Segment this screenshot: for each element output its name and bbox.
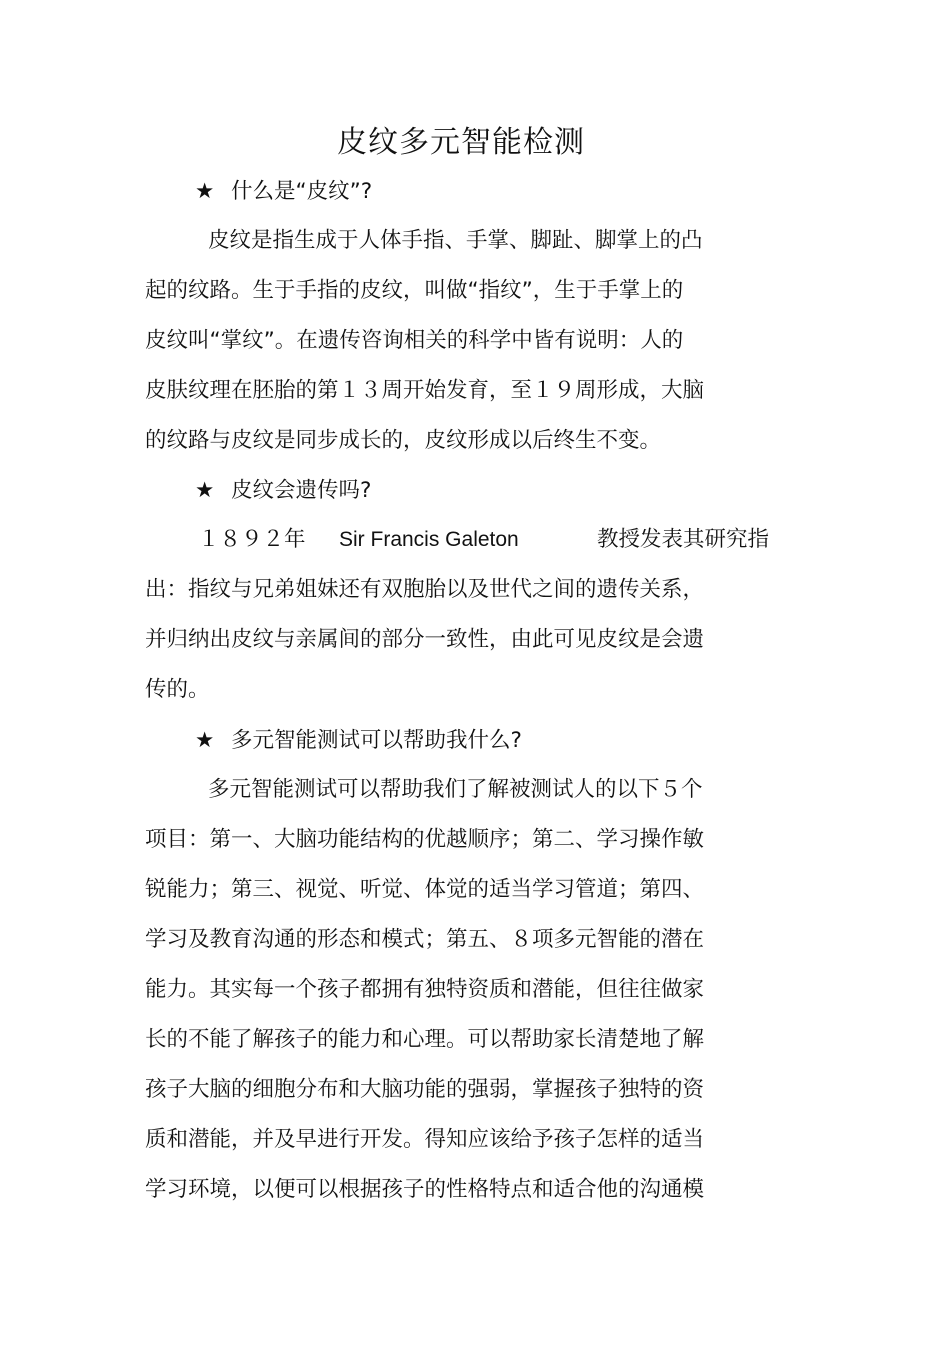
paragraph-line-name: Sir Francis Galeton xyxy=(339,528,519,551)
star-icon: ★ xyxy=(195,728,215,753)
heading-text: 什么是“皮纹”? xyxy=(231,179,373,204)
section-heading xyxy=(195,476,371,506)
paragraph-line: 长的不能了解孩子的能力和心理。可以帮助家长清楚地了解 xyxy=(145,1027,705,1052)
paragraph-line: 传的。 xyxy=(145,677,210,702)
section-heading xyxy=(195,726,522,756)
paragraph-line: 孩子大脑的细胞分布和大脑功能的强弱，掌握孩子独特的资 xyxy=(145,1077,705,1102)
paragraph-line: 能力。其实每一个孩子都拥有独特资质和潜能，但往往做家 xyxy=(145,977,705,1002)
paragraph-line: 锐能力；第三、视觉、听觉、体觉的适当学习管道；第四、 xyxy=(145,877,705,902)
paragraph-line: 皮纹叫“掌纹”。在遗传咨询相关的科学中皆有说明：人的 xyxy=(145,328,684,353)
paragraph-line: 皮肤纹理在胚胎的第１３周开始发育，至１９周形成，大脑 xyxy=(145,378,705,403)
paragraph-line: 并归纳出皮纹与亲属间的部分一致性，由此可见皮纹是会遗 xyxy=(145,627,705,652)
paragraph-line: 多元智能测试可以帮助我们了解被测试人的以下５个 xyxy=(208,777,703,802)
paragraph-line: 学习及教育沟通的形态和模式；第五、８项多元智能的潜在 xyxy=(145,927,705,952)
section-heading xyxy=(195,177,372,207)
paragraph-line: 皮纹是指生成于人体手指、手掌、脚趾、脚掌上的凸 xyxy=(208,228,703,253)
paragraph-line-year: １８９２年 xyxy=(198,527,306,552)
star-icon: ★ xyxy=(195,478,215,503)
paragraph-line: 出：指纹与兄弟姐妹还有双胞胎以及世代之间的遗传关系， xyxy=(145,577,705,602)
paragraph-line: 学习环境，以便可以根据孩子的性格特点和适合他的沟通模 xyxy=(145,1177,705,1202)
paragraph-line: 质和潜能，并及早进行开发。得知应该给予孩子怎样的适当 xyxy=(145,1127,705,1152)
document-title: 皮纹多元智能检测 xyxy=(337,125,585,160)
heading-text: 多元智能测试可以帮助我什么? xyxy=(231,728,522,753)
paragraph-line: 起的纹路。生于手指的皮纹，叫做“指纹”，生于手掌上的 xyxy=(145,278,684,303)
star-icon: ★ xyxy=(195,179,215,204)
paragraph-line: 项目：第一、大脑功能结构的优越顺序；第二、学习操作敏 xyxy=(145,827,705,852)
paragraph-line: 的纹路与皮纹是同步成长的，皮纹形成以后终生不变。 xyxy=(145,428,662,453)
heading-text: 皮纹会遗传吗? xyxy=(231,478,372,503)
paragraph-line-rest: 教授发表其研究指 xyxy=(597,527,770,552)
